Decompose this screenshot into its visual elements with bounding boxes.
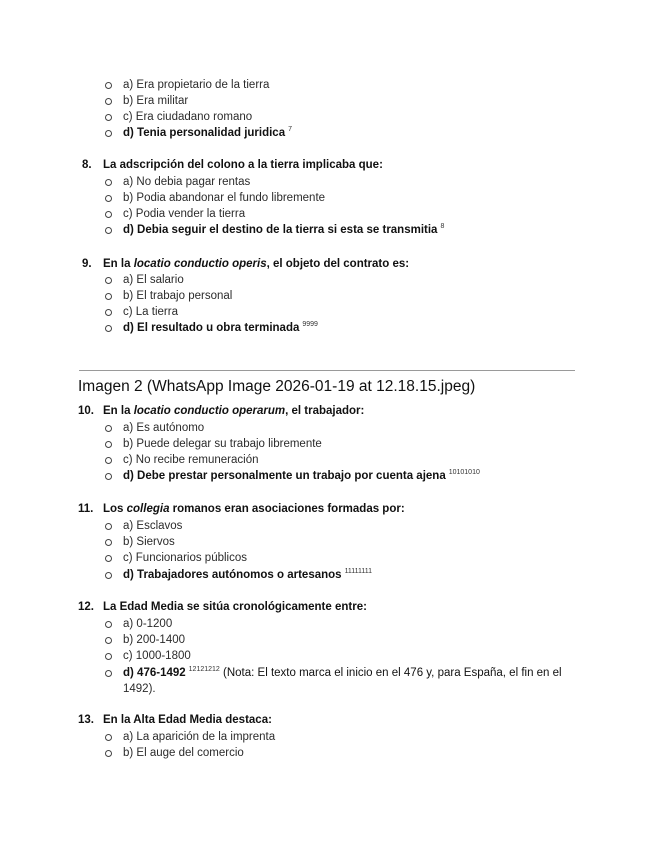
question-number: 13. <box>78 714 94 726</box>
option-text: a) Esclavos <box>123 520 183 532</box>
section-heading: Imagen 2 (WhatsApp Image 2026-01-19 at 12.18.15.jpeg) <box>78 378 476 395</box>
bullet-icon <box>105 670 112 677</box>
bullet-icon <box>105 539 112 546</box>
footnote-mark[interactable]: 11111111 <box>344 568 373 576</box>
option-text: b) Siervos <box>123 536 175 548</box>
bullet-icon <box>105 277 112 284</box>
bullet-icon <box>105 195 112 202</box>
bullet-icon <box>105 227 112 234</box>
footnote-mark[interactable]: 8 <box>440 223 445 231</box>
question-text: Los collegia romanos eran asociaciones formadas por: <box>103 503 405 515</box>
option-text: c) Funcionarios públicos <box>123 552 248 564</box>
option-text: a) El salario <box>123 274 184 286</box>
note-text: (Nota: El texto marca el inicio en el 476 y, para España, el fin en el <box>223 667 562 679</box>
option-text: b) Puede delegar su trabajo libremente <box>123 438 322 450</box>
option-text: d) El resultado u obra terminada <box>123 322 300 334</box>
bullet-icon <box>105 523 112 530</box>
question-text: La adscripción del colono a la tierra implicaba que: <box>103 159 383 171</box>
footnote-mark[interactable]: 10101010 <box>448 469 480 477</box>
bullet-icon <box>105 457 112 464</box>
footnote-mark[interactable]: 9999 <box>302 321 318 329</box>
option-text: b) El trabajo personal <box>123 290 233 302</box>
bullet-icon <box>105 555 112 562</box>
option-text: d) Tenia personalidad juridica <box>123 127 286 139</box>
question-number: 8. <box>82 159 92 171</box>
bullet-icon <box>105 98 112 105</box>
option-text: a) No debia pagar rentas <box>123 176 251 188</box>
bullet-icon <box>105 293 112 300</box>
question-text: La Edad Media se sitúa cronológicamente entre: <box>103 601 367 613</box>
question-number: 11. <box>78 503 94 515</box>
option-text: b) Podia abandonar el fundo libremente <box>123 192 326 204</box>
option-text: c) Era ciudadano romano <box>123 111 253 123</box>
question-number: 10. <box>78 405 94 417</box>
footnote-mark[interactable]: 12121212 <box>188 666 220 674</box>
bullet-icon <box>105 473 112 480</box>
option-text: b) El auge del comercio <box>123 747 244 759</box>
bullet-icon <box>105 621 112 628</box>
bullet-icon <box>105 441 112 448</box>
option-text: c) No recibe remuneración <box>123 454 259 466</box>
option-text: a) 0-1200 <box>123 618 173 630</box>
bullet-icon <box>105 82 112 89</box>
option-text: d) 476-1492 <box>123 667 186 679</box>
bullet-icon <box>105 572 112 579</box>
horizontal-rule <box>79 370 575 371</box>
option-text: a) Era propietario de la tierra <box>123 79 270 91</box>
option-text: d) Debe prestar personalmente un trabajo por cuenta ajena <box>123 470 446 482</box>
question-text: En la locatio conductio operarum, el trabajador: <box>103 405 365 417</box>
bullet-icon <box>105 211 112 218</box>
option-text: c) Podia vender la tierra <box>123 208 246 220</box>
question-text: En la Alta Edad Media destaca: <box>103 714 272 726</box>
option-text: b) 200-1400 <box>123 634 186 646</box>
footnote-mark[interactable]: 7 <box>288 126 293 134</box>
option-text: c) La tierra <box>123 306 178 318</box>
option-text: a) Es autónomo <box>123 422 205 434</box>
bullet-icon <box>105 734 112 741</box>
question-number: 9. <box>82 258 92 270</box>
bullet-icon <box>105 637 112 644</box>
question-text: En la locatio conductio operis, el objeto del contrato es: <box>103 258 410 270</box>
note-text-continued: 1492). <box>123 683 156 695</box>
question-number: 12. <box>78 601 94 613</box>
option-text: d) Trabajadores autónomos o artesanos <box>123 569 342 581</box>
bullet-icon <box>105 114 112 121</box>
option-text: c) 1000-1800 <box>123 650 191 662</box>
bullet-icon <box>105 750 112 757</box>
bullet-icon <box>105 309 112 316</box>
bullet-icon <box>105 425 112 432</box>
bullet-icon <box>105 130 112 137</box>
bullet-icon <box>105 653 112 660</box>
bullet-icon <box>105 325 112 332</box>
bullet-icon <box>105 179 112 186</box>
option-text: d) Debia seguir el destino de la tierra si esta se transmitia <box>123 224 438 236</box>
option-text: b) Era militar <box>123 95 189 107</box>
option-text: a) La aparición de la imprenta <box>123 731 276 743</box>
